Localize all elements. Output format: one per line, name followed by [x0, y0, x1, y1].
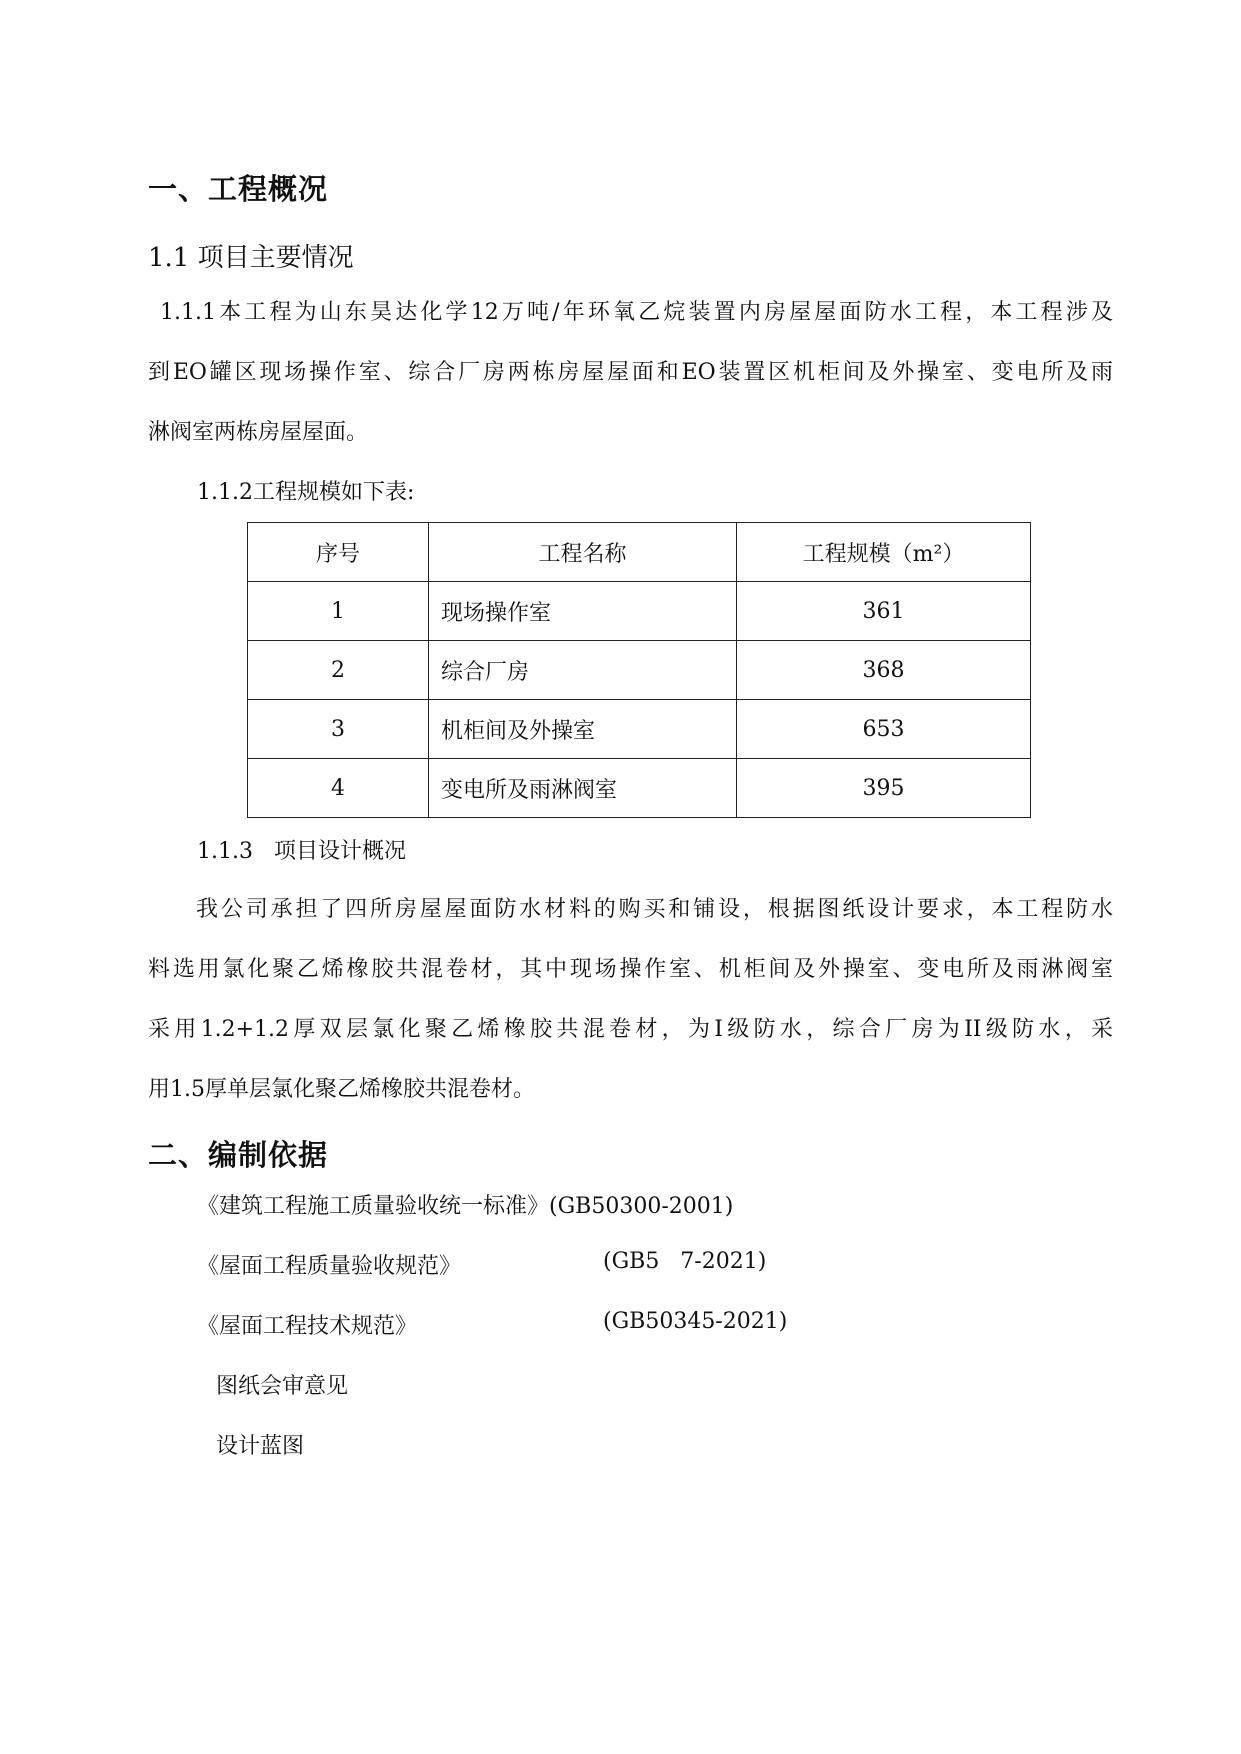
reference-item — [197, 1249, 461, 1280]
table-cell: 368 — [737, 641, 1031, 700]
reference-other: 图纸会审意见 — [216, 1374, 349, 1399]
paragraph-line: 料选用氯化聚乙烯橡胶共混卷材，其中现场操作室、机柜间及外操室、变电所及雨淋阀室 — [148, 957, 1113, 982]
table-cell: 395 — [737, 759, 1031, 818]
subsection-heading-project: 1.1 项目主要情况 — [148, 243, 354, 273]
table-row — [248, 641, 1031, 700]
reference-code: (GB50300-2001) — [549, 1194, 734, 1219]
table-header-cell: 工程名称 — [429, 523, 737, 582]
reference-other: 设计蓝图 — [216, 1434, 305, 1459]
reference-code: (GB5 7-2021) — [603, 1249, 767, 1274]
table-cell: 3 — [248, 700, 429, 759]
scale-table — [247, 522, 1031, 818]
reference-name: 《屋面工程质量验收规范》 — [197, 1254, 462, 1279]
table-cell: 变电所及雨淋阀室 — [429, 759, 737, 818]
table-header-cell: 序号 — [248, 523, 429, 582]
paragraph-1-1-3-title: 1.1.3 项目设计概况 — [197, 839, 406, 864]
paragraph-line: 1.1.1本工程为山东昊达化学12万吨/年环氧乙烷装置内房屋屋面防水工程，本工程涉及 — [160, 300, 1113, 325]
table-cell: 361 — [737, 582, 1031, 641]
table-row — [248, 582, 1031, 641]
section-heading-basis: 二、编制依据 — [148, 1138, 329, 1172]
section-heading-overview: 一、工程概况 — [148, 172, 329, 206]
table-header-cell: 工程规模（m²） — [737, 523, 1031, 582]
reference-code: (GB50345-2021) — [603, 1309, 788, 1334]
paragraph-1-1-1 — [148, 283, 1113, 463]
paragraph-line: 用1.5厚单层氯化聚乙烯橡胶共混卷材。 — [148, 1077, 535, 1102]
reference-name: 《建筑工程施工质量验收统一标准》 — [197, 1194, 550, 1219]
table-row — [248, 700, 1031, 759]
paragraph-line: 我公司承担了四所房屋屋面防水材料的购买和铺设，根据图纸设计要求，本工程防水 — [196, 897, 1113, 922]
paragraph-line: 采用1.2+1.2厚双层氯化聚乙烯橡胶共混卷材，为I级防水，综合厂房为II级防水，采 — [148, 1017, 1113, 1042]
table-row — [248, 759, 1031, 818]
reference-name: 《屋面工程技术规范》 — [197, 1314, 418, 1339]
paragraph-line: 淋阀室两栋房屋屋面。 — [148, 420, 369, 445]
table-cell: 现场操作室 — [429, 582, 737, 641]
table-cell: 653 — [737, 700, 1031, 759]
table-cell: 1 — [248, 582, 429, 641]
reference-item — [197, 1189, 733, 1220]
paragraph-1-1-2: 1.1.2工程规模如下表: — [197, 480, 415, 505]
table-cell: 综合厂房 — [429, 641, 737, 700]
paragraph-line: 到EO罐区现场操作室、综合厂房两栋房屋屋面和EO装置区机柜间及外操室、变电所及雨 — [148, 360, 1113, 385]
table-cell: 2 — [248, 641, 429, 700]
reference-item — [197, 1309, 417, 1340]
table-cell: 4 — [248, 759, 429, 818]
table-header-row — [248, 523, 1031, 582]
table-cell: 机柜间及外操室 — [429, 700, 737, 759]
paragraph-1-1-3 — [148, 880, 1113, 1120]
